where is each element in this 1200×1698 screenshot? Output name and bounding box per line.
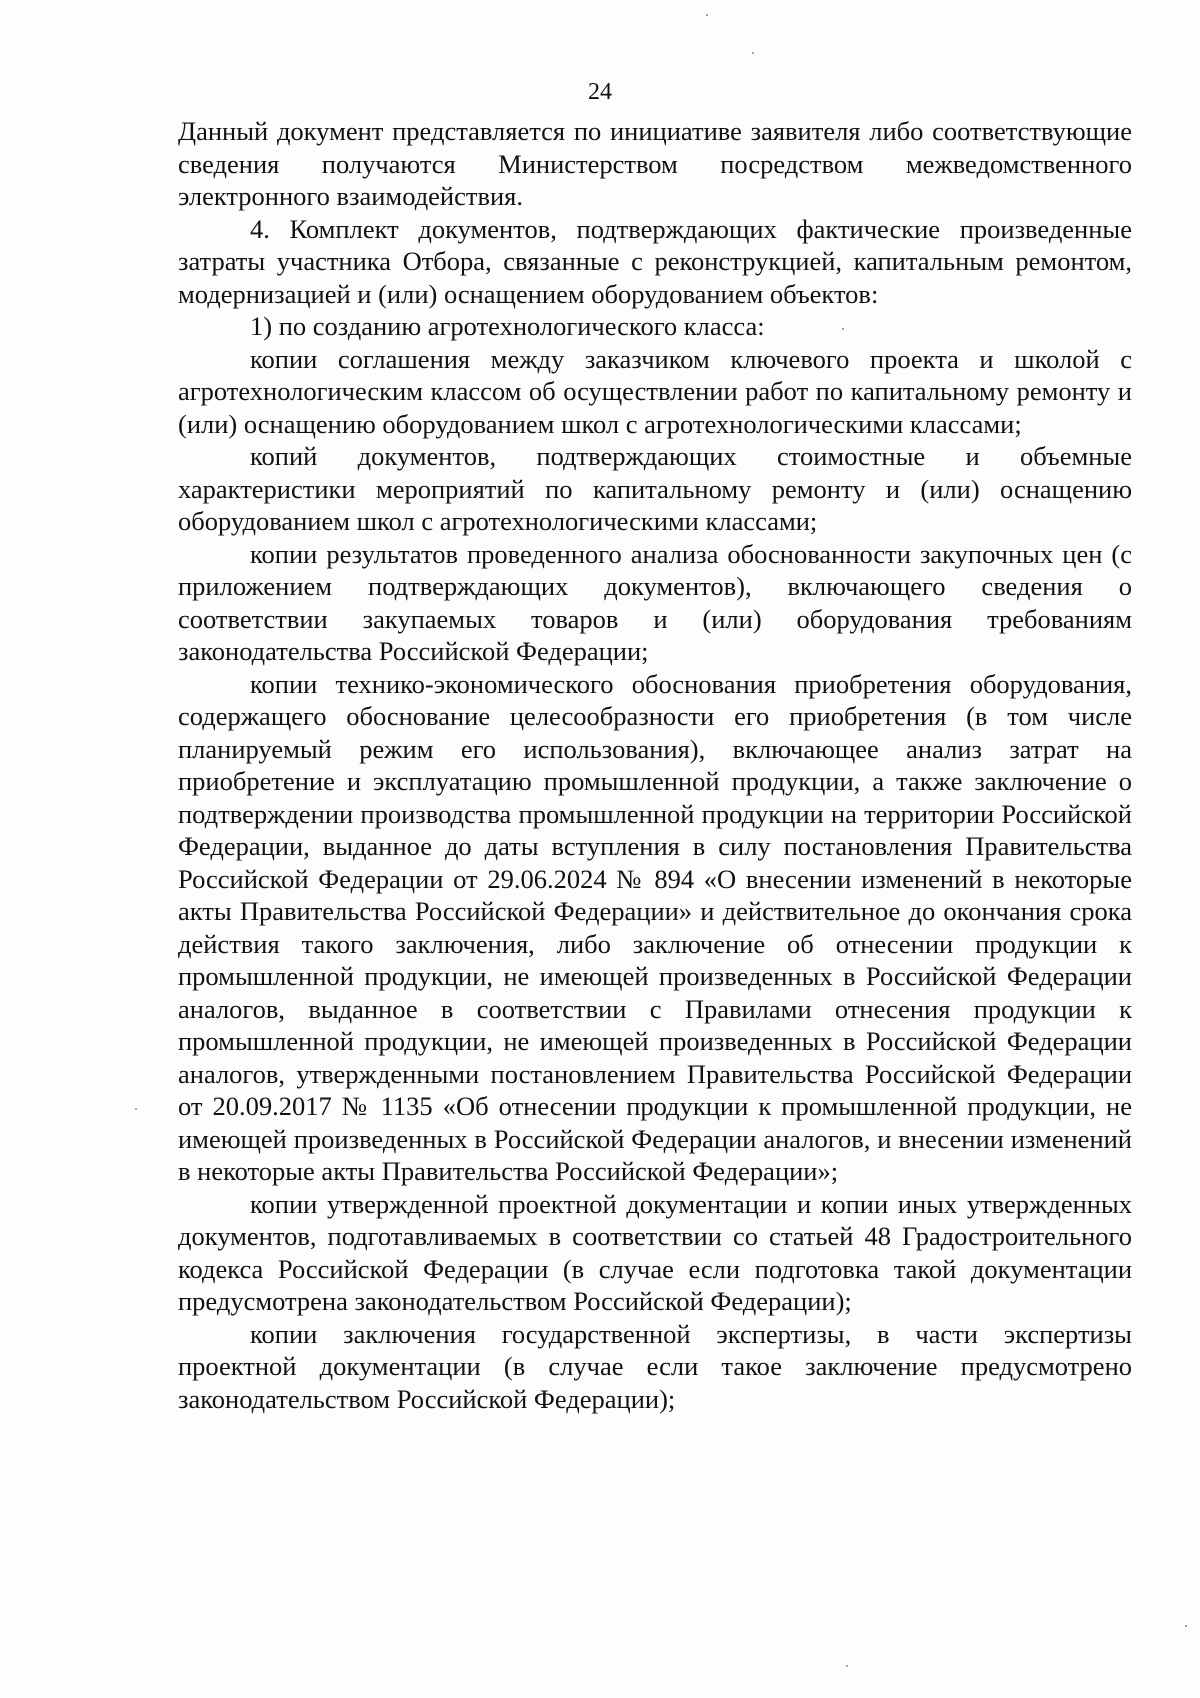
- paragraph-project-documentation: копии утвержденной проектной документации и копии иных утвержденных документов, подготавливаемых в соответствии со статьей 48 Градостроительного кодекса Российской Федерации (в случае если подготовка такой документации предусмотрена законодательством Российской Федерации);: [178, 1188, 1132, 1316]
- scan-speck: [842, 328, 844, 330]
- document-body: [178, 115, 1132, 1415]
- paragraph-feasibility-study: копии технико-экономического обоснования приобретения оборудования, содержащего обоснование целесообразности его приобретения (в том числе планируемый режим его использования), включающее анализ затрат на приобретение и эксплуатацию промышленной продукции, а также заключение о подтверждении производства промышленной продукции на территории Российской Федерации, выданное до даты вступления в силу постановления Правительства Российской Федерации от 29.06.2024 № 894 «О внесении изменений в некоторые акты Правительства Российской Федерации» и действительное до окончания срока действия такого заключения, либо заключение об отнесении продукции к промышленной продукции, не имеющей произведенных в Российской Федерации аналогов, выданное в соответствии с Правилами отнесения продукции к промышленной продукции, не имеющей произведенных в Российской Федерации аналогов, утвержденными постановлением Правительства Российской Федерации от 20.09.2017 № 1135 «Об отнесении продукции к промышленной продукции, не имеющей произведенных в Российской Федерации аналогов, и внесении изменений в некоторые акты Правительства Российской Федерации»;: [178, 668, 1132, 1186]
- page-number: 24: [588, 79, 612, 105]
- paragraph-state-expertise: копии заключения государственной экспертизы, в части экспертизы проектной документации (в случае если такое заключение предусмотрено законодательством Российской Федерации);: [178, 1318, 1132, 1414]
- scan-speck: [706, 14, 708, 16]
- scan-speck: [752, 52, 754, 54]
- paragraph-intro: Данный документ представляется по инициативе заявителя либо соответствующие сведения получаются Министерством посредством межведомственного электронного взаимодействия.: [178, 116, 1132, 211]
- paragraph-subitem-1: 1) по созданию агротехнологического класса:: [250, 311, 765, 341]
- paragraph-price-analysis: копии результатов проведенного анализа обоснованности закупочных цен (с приложением подтверждающих документов), включающего сведения о соответствии закупаемых товаров и (или) оборудования требованиям законодательства Российской Федерации;: [178, 538, 1132, 666]
- paragraph-cost-documents: копий документов, подтверждающих стоимостные и объемные характеристики мероприятий по капитальному ремонту и (или) оснащению оборудованием школ с агротехнологическими классами;: [178, 441, 1132, 536]
- scan-speck: [1185, 1625, 1187, 1627]
- paragraph-agreement-copies: копии соглашения между заказчиком ключевого проекта и школой с агротехнологическим классом об осуществлении работ по капитальному ремонту и (или) оснащению оборудованием школ с агротехнологическими классами;: [178, 343, 1132, 439]
- paragraph-item-4: 4. Комплект документов, подтверждающих фактические произведенные затраты участника Отбора, связанные с реконструкцией, капитальным ремонтом, модернизацией и (или) оснащением оборудованием объектов:: [178, 213, 1132, 309]
- scan-speck: [135, 1108, 137, 1110]
- scan-speck: [846, 1665, 848, 1667]
